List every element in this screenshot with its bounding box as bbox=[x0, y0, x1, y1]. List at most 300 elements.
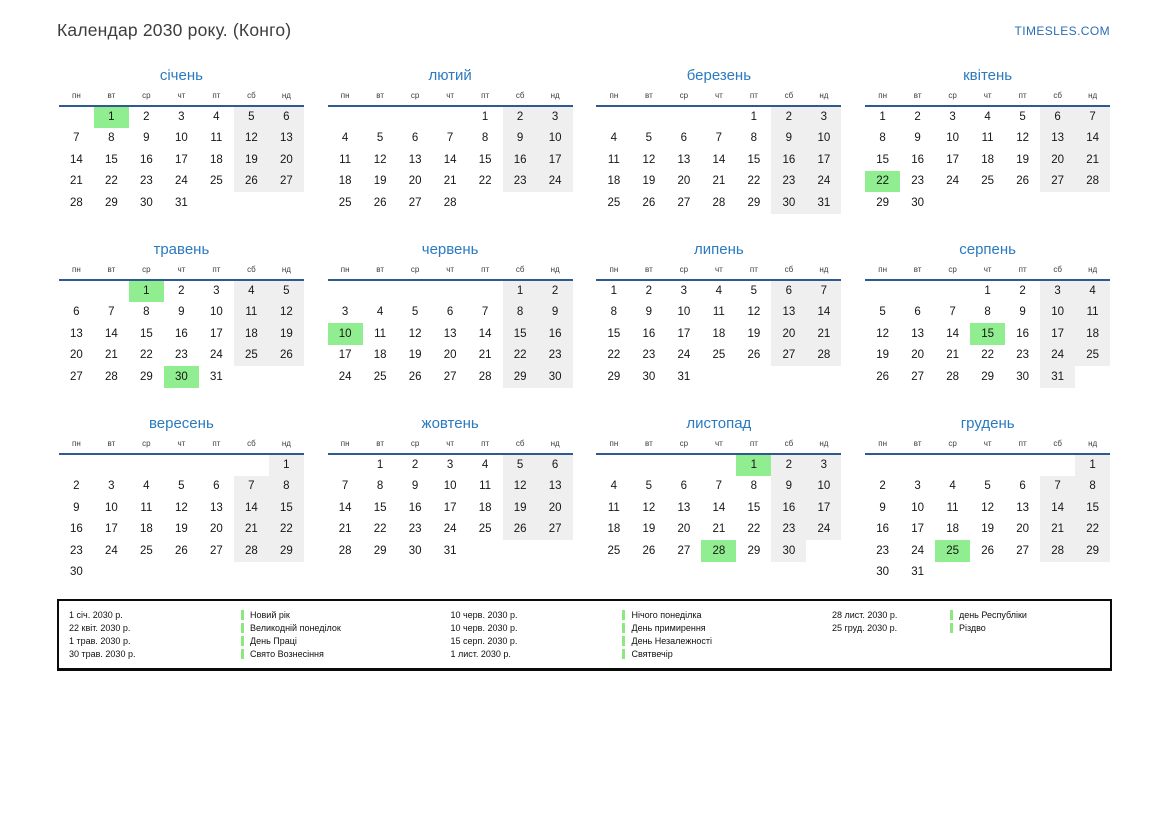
day-cell: 4 bbox=[341, 132, 349, 145]
day-cell: 5 bbox=[645, 480, 653, 493]
day-cell: 20 bbox=[408, 175, 422, 188]
day-cell bbox=[865, 280, 900, 302]
day-header: пн bbox=[596, 91, 631, 106]
day-cell bbox=[806, 540, 841, 562]
month-9 bbox=[57, 415, 306, 589]
day-cell: 27 bbox=[771, 345, 806, 367]
day-header: пн bbox=[59, 265, 94, 280]
legend-date: 10 черв. 2030 р. bbox=[450, 609, 518, 620]
month-title: жовтень bbox=[421, 415, 479, 432]
day-cell bbox=[234, 454, 269, 476]
legend-date: 25 груд. 2030 р. bbox=[831, 622, 898, 633]
day-cell: 21 bbox=[806, 323, 841, 345]
day-cell: 28 bbox=[338, 544, 352, 557]
day-header: нд bbox=[806, 265, 841, 280]
day-cell bbox=[199, 192, 234, 214]
day-cell: 27 bbox=[69, 370, 83, 383]
day-cell: 29 bbox=[876, 196, 890, 209]
day-cell bbox=[433, 106, 468, 128]
day-cell: 16 bbox=[408, 501, 422, 514]
day-cell: 25 bbox=[338, 196, 352, 209]
day-cell: 5 bbox=[269, 280, 304, 302]
day-cell bbox=[503, 192, 538, 214]
day-cell: 18 bbox=[338, 175, 352, 188]
day-header: чт bbox=[701, 265, 736, 280]
day-cell bbox=[900, 280, 935, 302]
day-cell: 12 bbox=[174, 501, 188, 514]
day-header: сб bbox=[1040, 439, 1075, 454]
day-cell bbox=[503, 540, 538, 562]
legend-label-text: День примирення bbox=[631, 622, 706, 633]
day-cell: 22 bbox=[478, 175, 492, 188]
holiday-marker-icon bbox=[241, 623, 244, 633]
day-cell bbox=[631, 454, 666, 476]
day-cell: 2 bbox=[411, 459, 419, 472]
day-cell: 14 bbox=[69, 153, 83, 166]
day-cell: 28 bbox=[478, 370, 492, 383]
day-cell bbox=[1075, 192, 1110, 214]
day-cell: 25 bbox=[478, 523, 492, 536]
day-cell: 12 bbox=[642, 501, 656, 514]
day-cell: 23 bbox=[503, 171, 538, 193]
day-cell: 13 bbox=[677, 153, 691, 166]
day-cell: 7 bbox=[73, 132, 80, 145]
legend-label-text: Нічого понеділка bbox=[631, 609, 702, 620]
day-cell: 20 bbox=[443, 349, 457, 362]
day-cell: 10 bbox=[209, 306, 223, 319]
day-cell bbox=[666, 106, 701, 128]
day-cell: 26 bbox=[269, 345, 304, 367]
day-cell: 9 bbox=[538, 302, 573, 324]
legend-date: 28 лист. 2030 р. bbox=[831, 609, 898, 620]
day-cell: 29 bbox=[981, 370, 995, 383]
day-cell: 30 bbox=[164, 366, 199, 388]
day-cell bbox=[269, 366, 304, 388]
holiday-marker-icon bbox=[241, 649, 244, 659]
day-cell: 22 bbox=[981, 349, 995, 362]
month-grid bbox=[59, 439, 304, 583]
day-header: чт bbox=[164, 439, 199, 454]
day-cell: 24 bbox=[174, 175, 188, 188]
day-cell: 1 bbox=[376, 459, 384, 472]
day-cell: 28 bbox=[701, 540, 736, 562]
day-cell bbox=[269, 192, 304, 214]
day-cell: 29 bbox=[503, 366, 538, 388]
day-cell: 4 bbox=[949, 480, 956, 493]
day-header: нд bbox=[538, 439, 573, 454]
day-header: нд bbox=[538, 91, 573, 106]
day-cell: 13 bbox=[771, 302, 806, 324]
day-cell: 11 bbox=[140, 501, 153, 514]
day-cell: 29 bbox=[1075, 540, 1110, 562]
day-cell: 18 bbox=[946, 523, 960, 536]
day-cell: 2 bbox=[771, 454, 806, 476]
day-cell: 25 bbox=[1075, 345, 1110, 367]
legend-label bbox=[622, 636, 711, 646]
day-cell: 5 bbox=[645, 132, 653, 145]
day-cell: 29 bbox=[139, 370, 153, 383]
day-cell: 12 bbox=[747, 306, 761, 319]
day-cell: 10 bbox=[104, 501, 118, 514]
legend-item bbox=[832, 621, 1100, 634]
day-cell: 26 bbox=[174, 544, 188, 557]
day-cell: 27 bbox=[677, 544, 691, 557]
day-header: нд bbox=[538, 265, 573, 280]
day-cell: 2 bbox=[1019, 285, 1026, 298]
legend-item bbox=[450, 647, 831, 660]
month-title: січень bbox=[159, 67, 203, 84]
legend-label bbox=[622, 623, 705, 633]
day-cell bbox=[328, 280, 363, 302]
day-cell: 17 bbox=[806, 149, 841, 171]
day-cell: 3 bbox=[1040, 280, 1075, 302]
day-header: чт bbox=[164, 265, 199, 280]
day-cell bbox=[771, 366, 806, 388]
legend-label bbox=[950, 610, 1027, 620]
day-cell bbox=[736, 366, 771, 388]
day-cell: 30 bbox=[69, 566, 83, 579]
day-cell: 18 bbox=[478, 501, 492, 514]
legend-date: 1 лист. 2030 р. bbox=[450, 648, 511, 659]
month-6 bbox=[326, 241, 575, 415]
legend-date: 22 квіт. 2030 р. bbox=[69, 622, 131, 633]
day-cell: 26 bbox=[234, 171, 269, 193]
site-link[interactable]: TIMESLES.COM bbox=[1014, 24, 1110, 38]
day-cell: 21 bbox=[338, 523, 352, 536]
day-cell bbox=[970, 192, 1005, 214]
day-cell: 16 bbox=[771, 149, 806, 171]
day-cell: 19 bbox=[1016, 153, 1030, 166]
day-cell: 14 bbox=[234, 497, 269, 519]
day-cell: 4 bbox=[213, 111, 220, 124]
day-cell: 19 bbox=[876, 349, 890, 362]
day-cell: 31 bbox=[174, 196, 188, 209]
day-cell bbox=[398, 280, 433, 302]
day-cell: 23 bbox=[139, 175, 153, 188]
day-cell: 12 bbox=[269, 302, 304, 324]
day-header: вт bbox=[631, 439, 666, 454]
day-cell: 5 bbox=[984, 480, 991, 493]
day-header: ср bbox=[935, 265, 970, 280]
day-cell: 10 bbox=[538, 128, 573, 150]
day-cell: 29 bbox=[269, 540, 304, 562]
day-cell: 5 bbox=[750, 285, 758, 298]
day-cell: 16 bbox=[1016, 327, 1030, 340]
day-header: ср bbox=[129, 91, 164, 106]
day-cell: 1 bbox=[94, 106, 129, 128]
day-cell: 28 bbox=[712, 196, 726, 209]
day-cell: 17 bbox=[806, 497, 841, 519]
day-cell: 6 bbox=[1040, 106, 1075, 128]
legend-label-text: Новий рік bbox=[250, 609, 290, 620]
day-cell: 15 bbox=[607, 327, 621, 340]
day-cell: 30 bbox=[911, 196, 925, 209]
day-cell: 11 bbox=[607, 153, 620, 166]
day-cell bbox=[935, 192, 970, 214]
day-cell: 5 bbox=[879, 306, 886, 319]
day-cell: 19 bbox=[174, 523, 188, 536]
day-header: ср bbox=[935, 439, 970, 454]
day-cell: 1 bbox=[750, 111, 758, 124]
legend-date: 10 черв. 2030 р. bbox=[450, 622, 518, 633]
day-cell bbox=[59, 106, 94, 128]
legend-date: 15 серп. 2030 р. bbox=[450, 635, 518, 646]
day-cell: 16 bbox=[642, 327, 656, 340]
month-title: вересень bbox=[148, 415, 214, 432]
day-header: пн bbox=[59, 91, 94, 106]
day-cell: 15 bbox=[478, 153, 492, 166]
months-grid bbox=[57, 67, 1112, 589]
day-header: сб bbox=[1040, 265, 1075, 280]
day-cell: 4 bbox=[715, 285, 723, 298]
day-cell: 3 bbox=[806, 454, 841, 476]
day-cell: 27 bbox=[408, 196, 422, 209]
day-cell: 23 bbox=[1016, 349, 1030, 362]
day-cell: 8 bbox=[503, 302, 538, 324]
day-cell: 12 bbox=[642, 153, 656, 166]
day-cell: 14 bbox=[443, 153, 457, 166]
day-header: пт bbox=[468, 439, 503, 454]
day-cell: 2 bbox=[879, 480, 886, 493]
day-cell: 25 bbox=[234, 345, 269, 367]
day-cell: 7 bbox=[234, 476, 269, 498]
day-cell: 13 bbox=[209, 501, 223, 514]
day-cell: 15 bbox=[876, 153, 890, 166]
day-cell: 31 bbox=[677, 370, 691, 383]
day-cell: 26 bbox=[408, 370, 422, 383]
legend-label-text: День Праці bbox=[250, 635, 297, 646]
day-cell: 2 bbox=[143, 111, 150, 124]
day-cell: 19 bbox=[269, 323, 304, 345]
day-cell: 24 bbox=[1040, 345, 1075, 367]
day-cell: 22 bbox=[269, 519, 304, 541]
day-header: пт bbox=[1005, 439, 1040, 454]
day-cell: 30 bbox=[139, 196, 153, 209]
day-cell: 7 bbox=[715, 480, 723, 493]
month-4 bbox=[863, 67, 1112, 241]
day-cell bbox=[631, 106, 666, 128]
day-cell: 3 bbox=[680, 285, 688, 298]
day-header: вт bbox=[900, 265, 935, 280]
day-cell: 24 bbox=[209, 349, 223, 362]
day-cell: 27 bbox=[209, 544, 223, 557]
day-cell: 22 bbox=[104, 175, 118, 188]
day-cell: 4 bbox=[610, 480, 618, 493]
day-header: пн bbox=[328, 265, 363, 280]
day-cell: 22 bbox=[865, 171, 900, 193]
day-cell: 8 bbox=[610, 306, 618, 319]
day-header: пт bbox=[468, 265, 503, 280]
day-header: вт bbox=[363, 265, 398, 280]
day-cell: 15 bbox=[747, 501, 761, 514]
day-cell bbox=[363, 280, 398, 302]
holiday-marker-icon bbox=[950, 623, 953, 633]
day-cell: 8 bbox=[750, 480, 758, 493]
day-header: сб bbox=[234, 439, 269, 454]
day-cell: 4 bbox=[234, 280, 269, 302]
day-cell: 23 bbox=[771, 171, 806, 193]
day-cell: 31 bbox=[806, 192, 841, 214]
day-cell bbox=[666, 454, 701, 476]
day-cell: 17 bbox=[911, 523, 925, 536]
day-cell: 22 bbox=[503, 345, 538, 367]
holiday-marker-icon bbox=[622, 636, 625, 646]
day-cell: 14 bbox=[946, 327, 960, 340]
day-header: чт bbox=[701, 439, 736, 454]
day-cell: 15 bbox=[1075, 497, 1110, 519]
legend-label-text: Різдво bbox=[958, 622, 986, 633]
day-cell: 29 bbox=[373, 544, 387, 557]
day-cell: 1 bbox=[879, 111, 886, 124]
day-header: нд bbox=[1075, 265, 1110, 280]
day-header: нд bbox=[269, 439, 304, 454]
day-cell: 20 bbox=[771, 323, 806, 345]
month-11 bbox=[595, 415, 844, 589]
day-cell: 9 bbox=[914, 132, 921, 145]
day-cell: 6 bbox=[1019, 480, 1026, 493]
day-header: сб bbox=[1040, 91, 1075, 106]
day-cell: 25 bbox=[607, 196, 621, 209]
day-header: пт bbox=[199, 265, 234, 280]
day-header: пн bbox=[59, 439, 94, 454]
day-header: пт bbox=[736, 265, 771, 280]
day-header: ср bbox=[398, 265, 433, 280]
day-cell: 2 bbox=[538, 280, 573, 302]
day-cell: 11 bbox=[234, 302, 269, 324]
day-cell: 6 bbox=[680, 480, 688, 493]
day-cell bbox=[596, 454, 631, 476]
day-cell: 15 bbox=[269, 497, 304, 519]
day-cell: 26 bbox=[981, 544, 995, 557]
day-header: чт bbox=[164, 91, 199, 106]
month-title: червень bbox=[421, 241, 479, 258]
legend-label-text: День Незалежності bbox=[631, 635, 712, 646]
day-cell: 6 bbox=[411, 132, 419, 145]
day-cell: 8 bbox=[481, 132, 489, 145]
day-cell: 21 bbox=[104, 349, 118, 362]
day-cell: 22 bbox=[1075, 519, 1110, 541]
month-grid bbox=[865, 439, 1110, 583]
day-header: вт bbox=[94, 265, 129, 280]
day-cell: 23 bbox=[911, 175, 925, 188]
day-cell: 19 bbox=[503, 497, 538, 519]
day-cell bbox=[1005, 562, 1040, 584]
day-cell bbox=[129, 454, 164, 476]
day-cell: 13 bbox=[408, 153, 422, 166]
day-cell: 9 bbox=[771, 476, 806, 498]
day-cell: 18 bbox=[712, 327, 726, 340]
day-cell: 27 bbox=[443, 370, 457, 383]
day-cell: 21 bbox=[69, 175, 83, 188]
day-cell: 28 bbox=[946, 370, 960, 383]
day-header: нд bbox=[806, 439, 841, 454]
day-cell: 31 bbox=[1040, 366, 1075, 388]
month-title: листопад bbox=[686, 415, 752, 432]
holiday-marker-icon bbox=[241, 610, 244, 620]
day-cell: 27 bbox=[269, 171, 304, 193]
legend-date: 1 трав. 2030 р. bbox=[69, 635, 131, 646]
day-cell: 23 bbox=[642, 349, 656, 362]
day-cell: 7 bbox=[108, 306, 115, 319]
day-cell: 30 bbox=[1016, 370, 1030, 383]
day-cell: 15 bbox=[139, 327, 153, 340]
day-cell: 3 bbox=[213, 285, 220, 298]
day-cell: 30 bbox=[771, 192, 806, 214]
day-cell: 7 bbox=[949, 306, 956, 319]
day-cell: 24 bbox=[946, 175, 960, 188]
day-cell: 9 bbox=[1019, 306, 1026, 319]
day-cell: 16 bbox=[771, 497, 806, 519]
day-cell: 8 bbox=[984, 306, 991, 319]
day-cell: 3 bbox=[538, 106, 573, 128]
day-cell: 30 bbox=[771, 540, 806, 562]
holiday-marker-icon bbox=[950, 610, 953, 620]
day-cell bbox=[468, 192, 503, 214]
day-header: чт bbox=[433, 91, 468, 106]
legend-item bbox=[832, 608, 1100, 621]
day-cell bbox=[234, 562, 269, 584]
day-cell: 12 bbox=[503, 476, 538, 498]
day-cell: 2 bbox=[914, 111, 921, 124]
day-cell: 10 bbox=[677, 306, 691, 319]
day-cell: 30 bbox=[538, 366, 573, 388]
day-cell bbox=[596, 106, 631, 128]
day-cell: 27 bbox=[1040, 171, 1075, 193]
day-cell: 18 bbox=[234, 323, 269, 345]
day-cell: 14 bbox=[1075, 128, 1110, 150]
day-header: сб bbox=[503, 265, 538, 280]
month-grid bbox=[59, 91, 304, 214]
day-cell: 14 bbox=[806, 302, 841, 324]
day-cell: 18 bbox=[139, 523, 153, 536]
day-header: сб bbox=[234, 91, 269, 106]
day-header: вт bbox=[631, 91, 666, 106]
month-grid bbox=[865, 91, 1110, 214]
day-cell: 26 bbox=[1016, 175, 1030, 188]
legend-label-text: Святвечір bbox=[631, 648, 673, 659]
day-header: ср bbox=[398, 91, 433, 106]
day-cell bbox=[1040, 454, 1075, 476]
day-cell bbox=[199, 562, 234, 584]
day-cell: 8 bbox=[269, 476, 304, 498]
month-8 bbox=[863, 241, 1112, 415]
day-cell: 13 bbox=[1016, 501, 1030, 514]
day-cell: 11 bbox=[946, 501, 959, 514]
day-cell: 15 bbox=[970, 323, 1005, 345]
day-cell: 14 bbox=[338, 501, 352, 514]
day-header: сб bbox=[771, 439, 806, 454]
day-cell: 4 bbox=[481, 459, 489, 472]
day-cell bbox=[129, 562, 164, 584]
day-cell: 6 bbox=[73, 306, 80, 319]
day-cell: 13 bbox=[911, 327, 925, 340]
day-cell: 29 bbox=[104, 196, 118, 209]
month-grid bbox=[596, 265, 841, 388]
day-cell bbox=[1075, 562, 1110, 584]
month-grid bbox=[59, 265, 304, 388]
day-cell bbox=[935, 454, 970, 476]
day-cell: 5 bbox=[376, 132, 384, 145]
day-cell: 18 bbox=[209, 153, 223, 166]
day-cell: 29 bbox=[747, 544, 761, 557]
day-cell bbox=[468, 540, 503, 562]
day-header: сб bbox=[503, 91, 538, 106]
day-cell bbox=[806, 366, 841, 388]
day-cell: 17 bbox=[538, 149, 573, 171]
day-header: нд bbox=[1075, 91, 1110, 106]
day-cell: 2 bbox=[178, 285, 185, 298]
day-cell bbox=[59, 280, 94, 302]
